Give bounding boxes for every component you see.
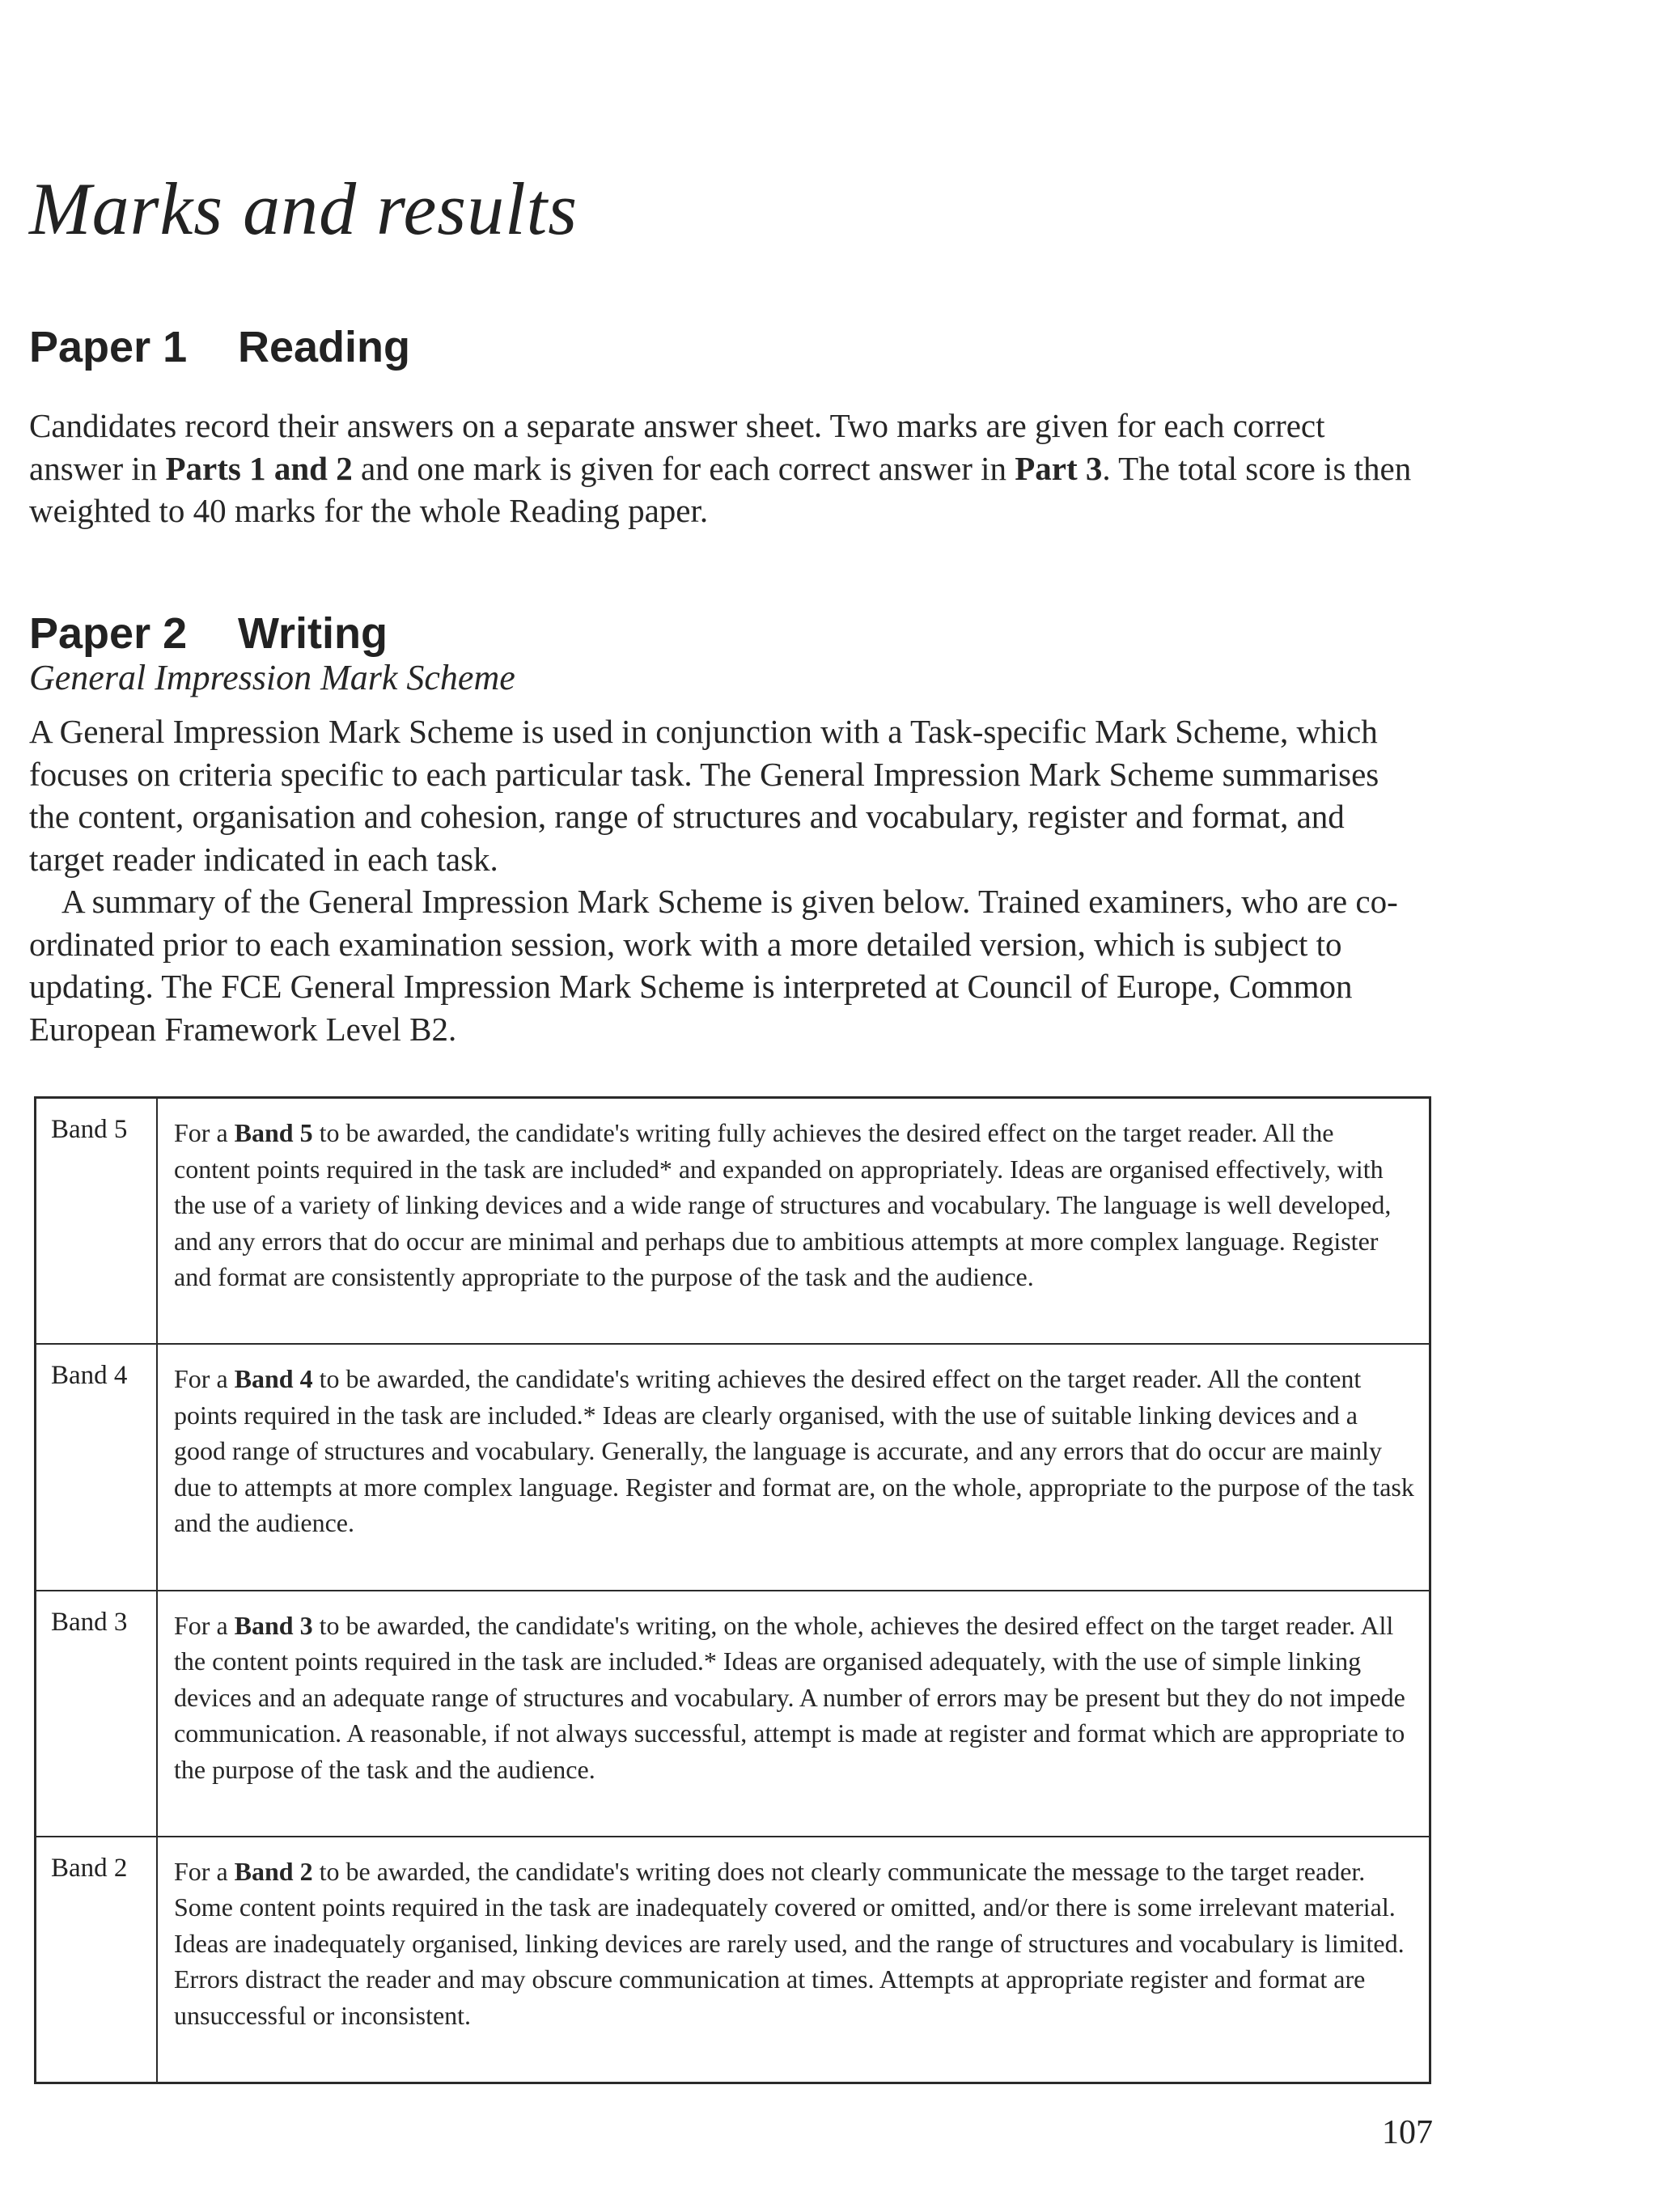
band-desc-prefix: For a (174, 1364, 235, 1394)
mark-scheme-subheading: General Impression Mark Scheme (29, 658, 515, 697)
band-desc-prefix: For a (174, 1610, 235, 1640)
band-label: Band 5 (36, 1099, 158, 1343)
band-desc-prefix: For a (174, 1118, 235, 1147)
band-desc-text: to be awarded, the candidate's writing fully achieves the desired effect on the target reader. All the content points required in the task are included* and expanded on appropriately. Ideas are organised effectively, with the use of a variety of linking devices and a wide range of structures and vocabulary. The language is well developed, and any errors that do occur are minimal and perhaps due to ambitious attempts at more complex language. Register and format are consistently appropriate to the purpose of the task and the audience. (174, 1118, 1392, 1291)
paper-1-description (29, 405, 1421, 532)
band-desc-bold: Band 5 (234, 1118, 313, 1147)
paper-1-name: Reading (238, 323, 411, 371)
band-label: Band 3 (36, 1591, 158, 1836)
band-description (158, 1837, 1429, 2082)
band-desc-text: to be awarded, the candidate's writing does not clearly communicate the message to the target reader. Some content points required in the task are inadequately covered or omitted, and/or there is some irrelevant material. Ideas are inadequately organised, linking devices are rarely used, and the range of structures and vocabulary is limited. Errors distract the reader and may obscure communication at times. Attempts at appropriate register and format are unsuccessful or inconsistent. (174, 1856, 1405, 2030)
band-description (158, 1099, 1429, 1343)
band-desc-bold: Band 2 (234, 1856, 313, 1886)
band-description (158, 1345, 1429, 1589)
band-desc-bold: Band 3 (234, 1610, 313, 1640)
page-title: Marks and results (29, 167, 578, 250)
band-desc-text: to be awarded, the candidate's writing achieves the desired effect on the target reader. All the content points required in the task are included.* Ideas are clearly organised, with the use of suitable linking devices and a good range of structures and vocabulary. Generally, the language is accurate, and any errors that do occur are mainly due to attempts at more complex language. Register and format are, on the whole, appropriate to the purpose of the task and the audience. (174, 1364, 1414, 1538)
band-row (36, 1591, 1429, 1837)
band-label: Band 2 (36, 1837, 158, 2082)
band-description (158, 1591, 1429, 1836)
paper-1-text-3: . The total score is then weighted to 40 marks for the whole Reading paper. (29, 449, 1412, 529)
paper-2-name: Writing (238, 609, 388, 658)
band-row (36, 1099, 1429, 1345)
band-desc-prefix: For a (174, 1856, 235, 1886)
band-table (34, 1096, 1431, 2084)
paper-2-heading (29, 608, 388, 659)
paper-1-heading (29, 322, 410, 372)
paper-1-text-2: and one mark is given for each correct answer in (352, 449, 1015, 487)
paper-1-text-1: Candidates record their answers on a separate answer sheet. Two marks are given for each correct answer in (29, 407, 1325, 487)
band-label: Band 4 (36, 1345, 158, 1589)
paper-1-bold-part: Part 3 (1015, 449, 1103, 487)
paper-2-number: Paper 2 (29, 609, 188, 658)
paper-1-bold-parts: Parts 1 and 2 (165, 449, 353, 487)
paper-2-paragraph-2: A summary of the General Impression Mark Scheme is given below. Trained examiners, who are co-ordinated prior to each examination session, work with a more detailed version, which is subject to updating. The FCE General Impression Mark Scheme is interpreted at Council of Europe, Common European Framework Level B2. (29, 883, 1398, 1048)
paper-1-number: Paper 1 (29, 323, 188, 371)
band-row (36, 1837, 1429, 2082)
paper-2-paragraph-1: A General Impression Mark Scheme is used in conjunction with a Task-specific Mark Scheme, which focuses on criteria specific to each particular task. The General Impression Mark Scheme summarises the content, organisation and cohesion, range of structures and vocabulary, register and format, and target reader indicated in each task. (29, 713, 1379, 878)
band-desc-text: to be awarded, the candidate's writing, on the whole, achieves the desired effect on the target reader. All the content points required in the task are included.* Ideas are organised adequately, with the use of simple linking devices and an adequate range of structures and vocabulary. A number of errors may be present but they do not impede communication. A reasonable, if not always successful, attempt is made at register and format which are appropriate to the purpose of the task and the audience. (174, 1610, 1405, 1784)
band-desc-bold: Band 4 (234, 1364, 313, 1394)
page-number: 107 (1382, 2114, 1433, 2151)
band-row (36, 1345, 1429, 1591)
